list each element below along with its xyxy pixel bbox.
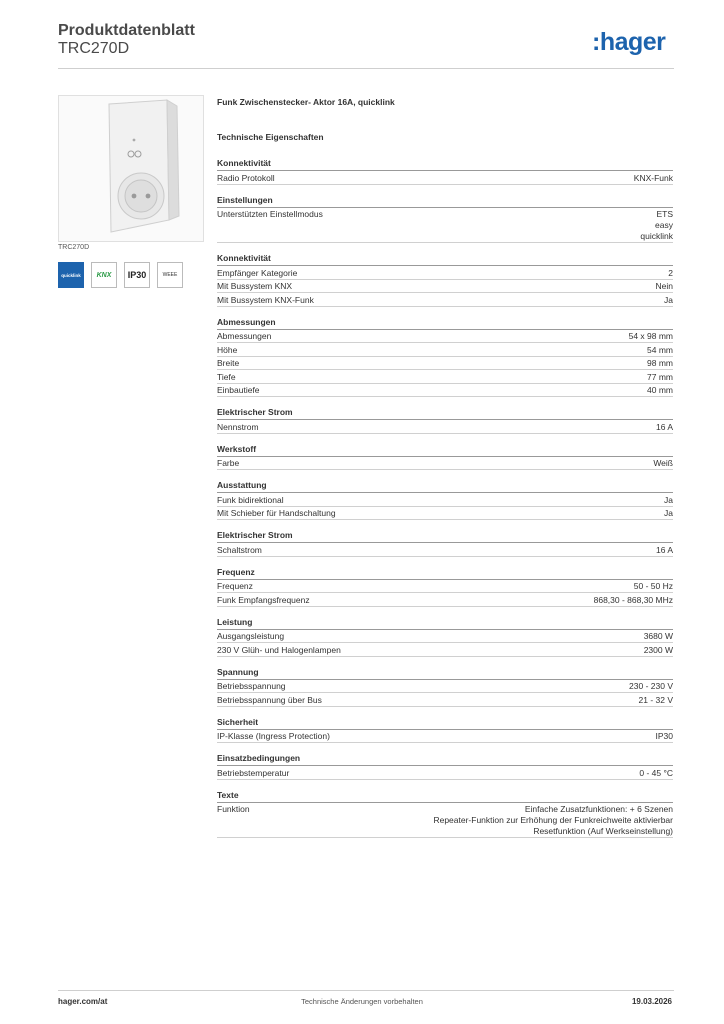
spec-label: Funktion	[217, 804, 250, 814]
spec-label: Schaltstrom	[217, 544, 262, 555]
spec-value: 868,30 - 868,30 MHz	[593, 594, 673, 605]
certification-icons	[58, 262, 183, 288]
spec-value: 54 mm	[647, 344, 673, 355]
spec-row	[217, 693, 673, 707]
spec-label: Unterstützten Einstellmodus	[217, 209, 323, 219]
spec-group-title: Einsatzbedingungen	[217, 753, 673, 766]
spec-row	[217, 643, 673, 657]
footer-date: 19.03.2026	[631, 997, 672, 1006]
spec-group-title: Konnektivität	[217, 253, 673, 266]
spec-row	[217, 266, 673, 280]
ip30-icon: IP30	[124, 262, 150, 288]
product-image-box	[58, 95, 204, 242]
spec-row	[217, 330, 673, 344]
spec-label: 230 V Glüh- und Halogenlampen	[217, 644, 341, 655]
spec-group	[217, 790, 673, 839]
spec-value: Einfache Zusatzfunktionen: + 6 Szenen Repeater-Funktion zur Erhöhung der Funkreichweite aktivierbar Resetfunktion (Auf Werkseinstellung)	[433, 804, 673, 836]
spec-label: Betriebstemperatur	[217, 767, 290, 778]
spec-group	[217, 480, 673, 520]
spec-value: 3680 W	[643, 631, 673, 641]
spec-value: 2	[668, 267, 673, 278]
document-subtitle: TRC270D	[58, 40, 130, 57]
spec-group	[217, 753, 673, 780]
spec-row	[217, 803, 673, 839]
spec-group-title: Spannung	[217, 667, 673, 680]
spec-row	[217, 766, 673, 780]
spec-group-title: Einstellungen	[217, 195, 673, 208]
spec-label: Ausgangsleistung	[217, 631, 285, 641]
spec-value: Ja	[664, 294, 673, 305]
spec-label: Einbautiefe	[217, 385, 260, 395]
footer-website: hager.com/at	[58, 997, 108, 1006]
spec-value: 16 A	[655, 421, 673, 432]
spec-value: KNX-Funk	[633, 172, 673, 183]
spec-row	[217, 384, 673, 398]
spec-row	[217, 493, 673, 507]
spec-group-title: Frequenz	[217, 567, 673, 580]
spec-group	[217, 530, 673, 557]
spec-group-title: Abmessungen	[217, 317, 673, 330]
spec-row	[217, 630, 673, 644]
spec-group	[217, 407, 673, 434]
header-divider	[58, 68, 674, 69]
spec-group-title: Ausstattung	[217, 480, 673, 493]
spec-label: Frequenz	[217, 581, 253, 591]
spec-value: Nein	[655, 281, 673, 291]
hager-logo: :hager	[592, 28, 666, 56]
spec-group	[217, 253, 673, 307]
tech-properties-title: Technische Eigenschaften	[217, 132, 324, 142]
spec-label: Abmessungen	[217, 331, 272, 341]
spec-row	[217, 680, 673, 694]
spec-label: Höhe	[217, 344, 238, 355]
spec-row	[217, 343, 673, 357]
spec-row	[217, 171, 673, 185]
spec-row	[217, 730, 673, 744]
spec-value: 98 mm	[647, 358, 673, 368]
spec-label: Radio Protokoll	[217, 172, 275, 183]
spec-label: Mit Bussystem KNX	[217, 281, 293, 291]
document-title: Produktdatenblatt	[58, 22, 195, 39]
footer-disclaimer: Technische Änderungen vorbehalten	[301, 997, 423, 1006]
spec-label: Funk bidirektional	[217, 494, 284, 505]
spec-row	[217, 543, 673, 557]
spec-value: 40 mm	[647, 385, 673, 395]
spec-group	[217, 195, 673, 244]
spec-value: 50 - 50 Hz	[633, 581, 673, 591]
spec-value: ETS easy quicklink	[640, 209, 673, 241]
spec-group	[217, 717, 673, 744]
specification-content	[217, 96, 673, 848]
quicklink-icon: quicklink	[58, 262, 84, 288]
spec-row	[217, 280, 673, 294]
spec-label: Farbe	[217, 458, 240, 468]
spec-value: Ja	[664, 494, 673, 505]
footer-divider	[58, 990, 674, 991]
spec-group	[217, 444, 673, 471]
spec-value: Weiß	[653, 458, 673, 468]
spec-value: 77 mm	[647, 371, 673, 382]
spec-value: 54 x 98 mm	[628, 331, 673, 341]
spec-row	[217, 420, 673, 434]
spec-value: IP30	[655, 731, 673, 741]
spec-row	[217, 457, 673, 471]
spec-row	[217, 593, 673, 607]
spec-group-title: Texte	[217, 790, 673, 803]
spec-value: 2300 W	[643, 644, 673, 655]
spec-group	[217, 317, 673, 398]
spec-label: Mit Schieber für Handschaltung	[217, 508, 336, 518]
spec-group	[217, 158, 673, 185]
spec-label: Tiefe	[217, 371, 236, 382]
product-subject: Funk Zwischenstecker- Aktor 16A, quicklink	[217, 97, 395, 107]
spec-label: Funk Empfangsfrequenz	[217, 594, 310, 605]
spec-row	[217, 370, 673, 384]
spec-value: Ja	[664, 508, 673, 518]
spec-group	[217, 617, 673, 657]
spec-group-title: Elektrischer Strom	[217, 407, 673, 420]
spec-group-title: Konnektivität	[217, 158, 673, 171]
spec-group-title: Leistung	[217, 617, 673, 630]
spec-group	[217, 567, 673, 607]
spec-value: 21 - 32 V	[638, 694, 673, 705]
spec-row	[217, 208, 673, 244]
knx-icon: KNX	[91, 262, 117, 288]
spec-label: IP-Klasse (Ingress Protection)	[217, 731, 330, 741]
spec-value: 230 - 230 V	[629, 681, 673, 691]
spec-label: Mit Bussystem KNX-Funk	[217, 294, 314, 305]
spec-row	[217, 580, 673, 594]
spec-group	[217, 667, 673, 707]
spec-row	[217, 293, 673, 307]
product-caption: TRC270D	[58, 244, 90, 251]
spec-value: 16 A	[655, 544, 673, 555]
spec-row	[217, 507, 673, 521]
spec-group-title: Sicherheit	[217, 717, 673, 730]
spec-row	[217, 357, 673, 371]
spec-value: 0 - 45 °C	[639, 767, 673, 778]
spec-groups	[217, 158, 673, 838]
spec-label: Empfänger Kategorie	[217, 267, 298, 278]
spec-label: Breite	[217, 358, 240, 368]
spec-label: Betriebsspannung über Bus	[217, 694, 322, 705]
spec-label: Betriebsspannung	[217, 681, 286, 691]
weee-icon: WEEE	[157, 262, 183, 288]
socket-plug-image	[59, 96, 203, 241]
spec-label: Nennstrom	[217, 421, 259, 432]
spec-group-title: Werkstoff	[217, 444, 673, 457]
spec-group-title: Elektrischer Strom	[217, 530, 673, 543]
